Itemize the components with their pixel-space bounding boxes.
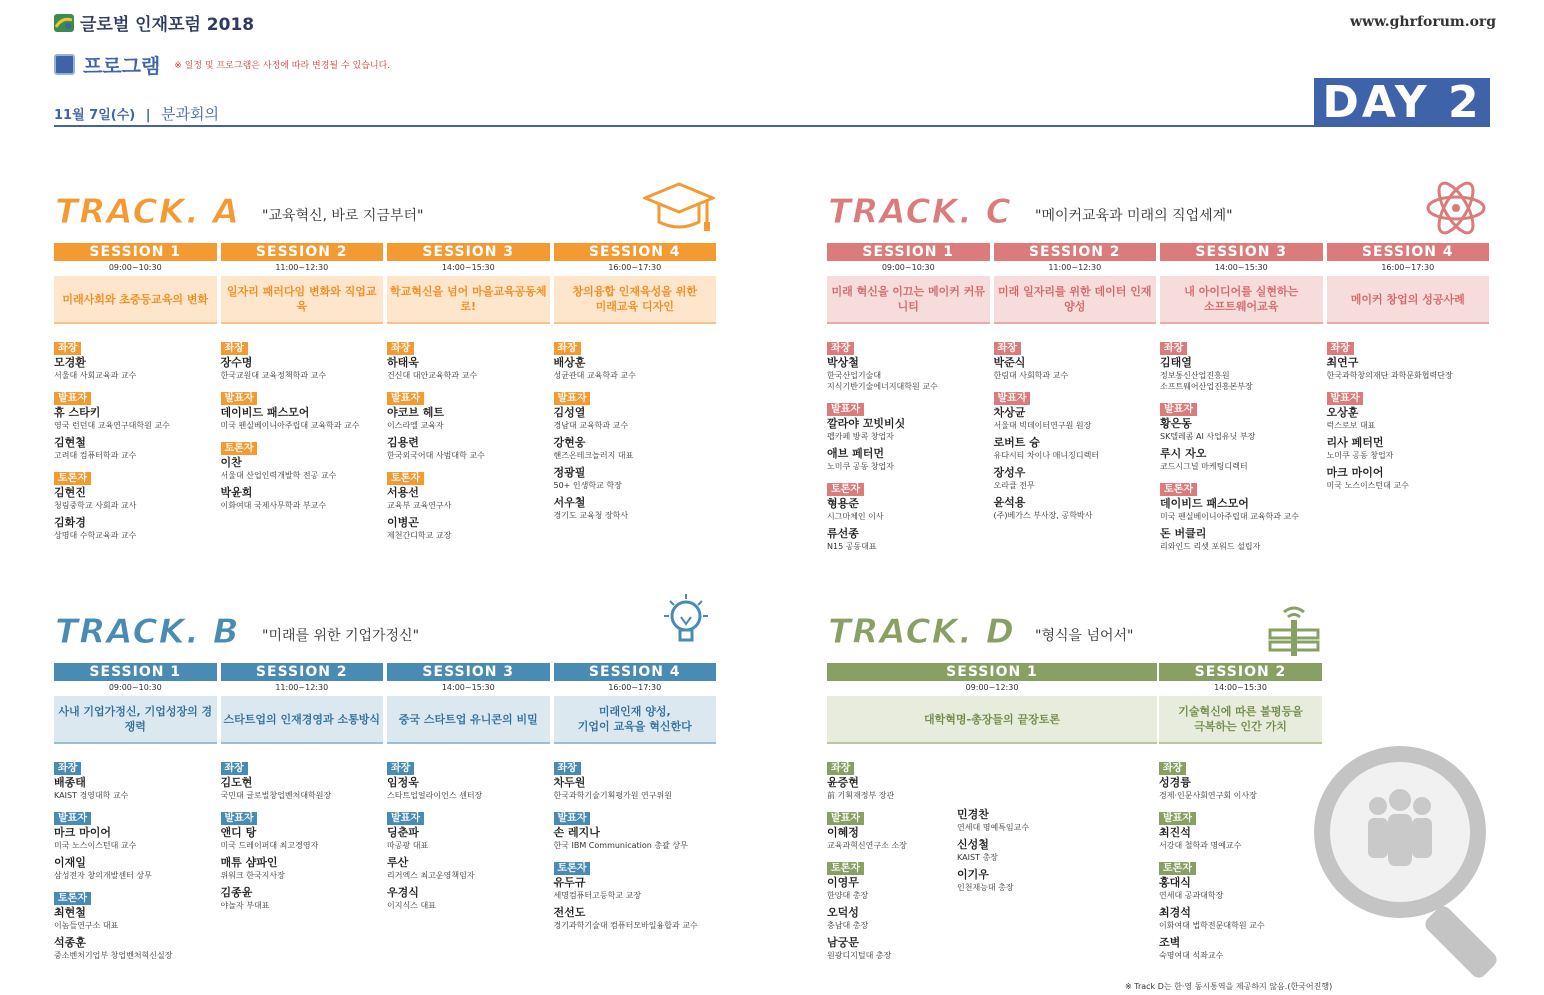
person-name: 김태열 xyxy=(1160,356,1192,369)
person-name: 마크 마이어 xyxy=(1326,466,1384,479)
program-title: 프로그램 xyxy=(83,54,161,78)
person-affiliation: 충남대 총장 xyxy=(827,921,869,930)
person-name: 김종윤 xyxy=(220,886,253,899)
person-affiliation: 미국 펜실베이니아주립대 교육학과 교수 xyxy=(220,421,360,430)
session-label: SESSION 1 xyxy=(827,243,990,261)
person-name: 서우철 xyxy=(553,496,586,509)
person-name: 김화경 xyxy=(54,516,86,529)
session-time: 09:00~12:30 xyxy=(965,683,1019,692)
session-label: SESSION 4 xyxy=(554,243,717,261)
session-topic: 기술혁신에 따른 불평등을 극복하는 인간 가치 xyxy=(1159,696,1322,744)
role-badge: 발표자 xyxy=(1159,812,1196,825)
session-people xyxy=(54,744,217,961)
session-topic: 중국 스타트업 유니콘의 비밀 xyxy=(387,696,550,744)
role-badge: 토론자 xyxy=(554,862,591,875)
person-affiliation: 리거엑스 최고운영책임자 xyxy=(387,871,475,880)
person-affiliation: 성균관대 교육학과 교수 xyxy=(553,371,636,380)
person-affiliation: 삼성전자 창의개발센터 상무 xyxy=(54,871,152,880)
person-name: 배종태 xyxy=(54,776,86,789)
person-name: 이병곤 xyxy=(387,516,419,529)
session-topic: 메이커 창업의 성공사례 xyxy=(1327,276,1490,324)
role-badge: 좌장 xyxy=(994,342,1021,355)
session-topic: 사내 기업가정신, 기업성장의 경쟁력 xyxy=(54,696,217,744)
person-affiliation: 코드시그널 마케팅디렉터 xyxy=(1160,462,1248,471)
person-affiliation: 리와인드 리셋 포워드 설립자 xyxy=(1160,542,1261,551)
session-label: SESSION 1 xyxy=(827,663,1157,681)
session-topic: 일자리 패러다임 변화와 직업교육 xyxy=(221,276,384,324)
session-topic: 미래 혁신을 이끄는 메이커 커뮤니티 xyxy=(827,276,990,324)
person-affiliation: 미국 노스이스턴대 교수 xyxy=(54,841,137,850)
forum-logo xyxy=(54,10,254,35)
person-affiliation: 인천재능대 총장 xyxy=(957,883,1014,892)
session-time: 11:00~12:30 xyxy=(275,683,329,692)
person-name: 박상철 xyxy=(827,356,859,369)
role-badge: 발표자 xyxy=(221,812,258,825)
person-name: 돈 버클리 xyxy=(1160,527,1207,540)
person-affiliation: 건신대 대안교육학과 교수 xyxy=(387,371,478,380)
person-affiliation: 이놈들연구소 대표 xyxy=(54,921,119,930)
person-name: 마크 마이어 xyxy=(54,826,111,839)
site-url[interactable]: www.ghrforum.org xyxy=(1350,14,1497,30)
session-time: 09:00~10:30 xyxy=(108,263,162,272)
track-c-sessions xyxy=(827,243,1489,557)
track-d-session-2 xyxy=(1159,663,1322,966)
person-name: 매튜 샴파인 xyxy=(220,856,278,869)
session-topic: 대학혁명-총장들의 끝장토론 xyxy=(827,696,1157,744)
date-subtitle: 분과회의 xyxy=(161,105,220,123)
role-badge: 발표자 xyxy=(827,403,864,416)
session-time: 16:00~17:30 xyxy=(608,263,662,272)
session-label: SESSION 1 xyxy=(54,663,217,681)
session-time: 09:00~10:30 xyxy=(881,263,935,272)
role-badge: 발표자 xyxy=(54,812,91,825)
person-affiliation: 한국산업기술대 지식기반기술에너지대학원 교수 xyxy=(827,371,938,391)
track-a-sessions xyxy=(54,243,716,546)
person-affiliation: 고려대 컴퓨터학과 교수 xyxy=(54,451,137,460)
lightbulb-icon xyxy=(650,592,722,652)
track-d-title: TRACK. D xyxy=(828,612,1015,652)
person-name: 이재일 xyxy=(54,856,86,869)
session-label: SESSION 4 xyxy=(1327,243,1490,261)
person-name: 데이비드 패스모어 xyxy=(1160,497,1249,510)
session-label: SESSION 4 xyxy=(554,663,717,681)
session-label: SESSION 2 xyxy=(221,663,384,681)
session-column xyxy=(221,243,384,546)
person-affiliation: 연세대 명예특임교수 xyxy=(957,823,1030,832)
person-name: 이기우 xyxy=(957,868,989,881)
session-column xyxy=(554,663,717,966)
person-affiliation: 시그마체인 이사 xyxy=(827,512,884,521)
session-column xyxy=(554,243,717,546)
person-affiliation: 이지식스 대표 xyxy=(387,901,436,910)
session-time: 09:00~10:30 xyxy=(108,683,162,692)
session-people xyxy=(827,324,990,552)
person-name: 차상균 xyxy=(993,406,1026,419)
session-topic: 미래인재 양성, 기업이 교육을 혁신한다 xyxy=(554,696,717,744)
role-badge: 발표자 xyxy=(554,392,591,405)
globe-logo-icon xyxy=(54,14,74,32)
date-separator: | xyxy=(145,108,151,123)
person-name: 루시 자오 xyxy=(1160,447,1207,460)
person-name: 민경찬 xyxy=(957,808,989,821)
track-d-s1-left-people xyxy=(827,744,957,966)
person-name: 형용준 xyxy=(827,497,859,510)
person-affiliation: KAIST 경영대학 교수 xyxy=(54,791,129,800)
person-affiliation: 유다시티 차이나 매니징디렉터 xyxy=(993,451,1100,460)
person-affiliation: 펩카페 방콕 창업자 xyxy=(827,432,894,441)
role-badge: 토론자 xyxy=(387,472,424,485)
session-label: SESSION 3 xyxy=(1160,243,1323,261)
session-people xyxy=(994,324,1157,521)
track-b-tagline: "미래를 위한 기업가정신" xyxy=(262,628,420,644)
graduation-cap-icon xyxy=(643,178,715,238)
person-name: 모경환 xyxy=(54,356,86,369)
person-affiliation: 제천간디학교 교장 xyxy=(387,531,452,540)
person-affiliation: 서울대 빅데이터연구원 원장 xyxy=(993,421,1092,430)
person-name: 애브 페터먼 xyxy=(827,447,884,460)
session-column xyxy=(1327,243,1490,557)
program-square-icon xyxy=(54,54,75,75)
person-name: 장성우 xyxy=(993,466,1026,479)
role-badge: 좌장 xyxy=(827,342,854,355)
person-name: 김도현 xyxy=(220,776,253,789)
session-label: SESSION 3 xyxy=(387,663,550,681)
session-topic: 미래사회와 초중등교육의 변화 xyxy=(54,276,217,324)
session-time: 14:00~15:30 xyxy=(441,683,495,692)
person-name: 이영무 xyxy=(827,876,859,889)
track-a-title: TRACK. A xyxy=(55,192,241,232)
person-affiliation: 오라클 전무 xyxy=(993,481,1035,490)
person-name: 유두규 xyxy=(553,876,586,889)
session-topic: 내 아이디어를 실현하는 소프트웨어교육 xyxy=(1160,276,1323,324)
person-affiliation: 노미쿠 공동 창업자 xyxy=(827,462,894,471)
track-b-title: TRACK. B xyxy=(55,612,240,652)
person-affiliation: 한국외국어대 사범대학 교수 xyxy=(387,451,485,460)
session-people xyxy=(1327,324,1490,491)
person-affiliation: 국민대 글로벌창업벤처대학원장 xyxy=(220,791,332,800)
role-badge: 토론자 xyxy=(54,472,91,485)
program-heading xyxy=(54,50,390,79)
person-name: 이찬 xyxy=(220,456,242,469)
track-d-session-1 xyxy=(827,663,1157,966)
role-badge: 좌장 xyxy=(221,342,248,355)
person-name: 정광필 xyxy=(553,466,586,479)
session-column xyxy=(994,243,1157,557)
track-d-s2-people xyxy=(1159,744,1322,961)
person-affiliation: KAIST 총장 xyxy=(957,853,998,862)
role-badge: 좌장 xyxy=(1327,342,1354,355)
person-name: 리사 페터먼 xyxy=(1326,436,1384,449)
person-name: 배상훈 xyxy=(553,356,586,369)
person-affiliation: 세명컴퓨터고등학교 교장 xyxy=(553,891,642,900)
session-people xyxy=(54,324,217,541)
person-name: 야코브 헤트 xyxy=(387,406,444,419)
person-name: 장수명 xyxy=(220,356,253,369)
role-badge: 발표자 xyxy=(994,392,1031,405)
role-badge: 좌장 xyxy=(54,342,81,355)
role-badge: 발표자 xyxy=(221,392,258,405)
person-affiliation: 前 기획재정부 장관 xyxy=(827,791,895,800)
session-topic: 미래 일자리를 위한 데이터 인재 양성 xyxy=(994,276,1157,324)
person-name: 하태욱 xyxy=(387,356,419,369)
session-people xyxy=(1160,324,1323,552)
session-people xyxy=(387,324,550,541)
person-name: 최진석 xyxy=(1159,826,1191,839)
person-affiliation: 경기과학기술대 컴퓨터모바일융합과 교수 xyxy=(553,921,698,930)
role-badge: 토론자 xyxy=(1160,483,1197,496)
role-badge: 토론자 xyxy=(221,442,258,455)
role-badge: 발표자 xyxy=(1160,403,1197,416)
session-people xyxy=(554,744,717,931)
role-badge: 발표자 xyxy=(1327,392,1364,405)
person-affiliation: SK텔레콤 AI 사업유닛 부장 xyxy=(1160,432,1256,441)
role-badge: 발표자 xyxy=(554,812,591,825)
person-name: 박준식 xyxy=(993,356,1026,369)
person-affiliation: 야놀자 부대표 xyxy=(220,901,270,910)
role-badge: 발표자 xyxy=(827,812,864,825)
role-badge: 좌장 xyxy=(1159,762,1186,775)
person-name: 깔라야 꼬빗비싯 xyxy=(827,417,906,430)
person-name: 오덕성 xyxy=(827,906,859,919)
session-column xyxy=(827,243,990,557)
person-affiliation: 한국교원대 교육정책학과 교수 xyxy=(220,371,327,380)
person-affiliation: 노미쿠 공동 창업자 xyxy=(1326,451,1394,460)
session-column xyxy=(54,663,217,966)
session-topic: 학교혁신을 넘어 마을교육공동체로! xyxy=(387,276,550,324)
person-name: 김현진 xyxy=(54,486,86,499)
person-affiliation: 50+ 인생학교 학장 xyxy=(553,481,622,490)
person-name: 성경륭 xyxy=(1159,776,1191,789)
person-affiliation: 한양대 총장 xyxy=(827,891,869,900)
role-badge: 좌장 xyxy=(221,762,248,775)
person-name: 신성철 xyxy=(957,838,989,851)
role-badge: 좌장 xyxy=(1160,342,1187,355)
role-badge: 토론자 xyxy=(827,862,864,875)
person-affiliation: (주)베가스 부사장, 공학박사 xyxy=(993,511,1093,520)
person-affiliation: 한국 IBM Communication 총괄 상무 xyxy=(553,841,688,850)
person-name: 김용련 xyxy=(387,436,419,449)
role-badge: 발표자 xyxy=(387,812,424,825)
person-name: 남궁문 xyxy=(827,936,859,949)
track-a-tagline: "교육혁신, 바로 지금부터" xyxy=(262,208,424,224)
person-name: 류선종 xyxy=(827,527,859,540)
session-column xyxy=(54,243,217,546)
role-badge: 토론자 xyxy=(827,483,864,496)
role-badge: 좌장 xyxy=(387,342,414,355)
person-affiliation: 서강대 철학과 명예교수 xyxy=(1159,841,1242,850)
person-affiliation: 경제·인문사회연구회 이사장 xyxy=(1159,791,1257,800)
track-d-note: ※ Track D는 한·영 동시통역을 제공하지 않음.(한국어진행) xyxy=(1125,982,1333,991)
track-c-tagline: "메이커교육과 미래의 직업세계" xyxy=(1035,208,1233,224)
person-name: 박윤희 xyxy=(220,486,253,499)
session-label: SESSION 2 xyxy=(221,243,384,261)
track-d-s1-right-people xyxy=(957,744,1137,966)
person-name: 전선도 xyxy=(553,906,586,919)
person-affiliation: 스타트업얼라이언스 센터장 xyxy=(387,791,483,800)
session-topic: 창의융합 인재육성을 위한 미래교육 디자인 xyxy=(554,276,717,324)
person-affiliation: 이화여대 법학전문대학원 교수 xyxy=(1159,921,1265,930)
person-name: 오상훈 xyxy=(1326,406,1359,419)
session-people xyxy=(221,744,384,911)
person-name: 차두원 xyxy=(553,776,586,789)
person-name: 김성열 xyxy=(553,406,586,419)
program-note: ※ 일정 및 프로그램은 사정에 따라 변경될 수 있습니다. xyxy=(174,61,391,71)
logo-text: 글로벌 인재포럼 2018 xyxy=(80,15,255,35)
session-time: 14:00~15:30 xyxy=(1214,263,1268,272)
person-affiliation: 서울대 사회교육과 교수 xyxy=(54,371,137,380)
session-people xyxy=(387,744,550,911)
person-affiliation: 중소벤처기업부 창업벤처혁신실장 xyxy=(54,951,173,960)
person-name: 임정욱 xyxy=(387,776,419,789)
person-name: 손 레지나 xyxy=(553,826,600,839)
person-name: 조벽 xyxy=(1159,936,1181,949)
date-text: 11월 7일(수) xyxy=(54,108,136,123)
session-column xyxy=(387,663,550,966)
magnifier-people-icon xyxy=(1300,740,1540,995)
day-badge: DAY 2 xyxy=(1314,78,1490,127)
session-time: 11:00~12:30 xyxy=(275,263,329,272)
person-affiliation: 한림대 사회학과 교수 xyxy=(993,371,1069,380)
person-affiliation: 핸즈온테크놀러지 대표 xyxy=(553,451,634,460)
person-affiliation: 서울대 산업인력개발학 전공 교수 xyxy=(220,471,337,480)
person-affiliation: 이화여대 국제사무학과 부교수 xyxy=(220,501,327,510)
session-time: 14:00~15:30 xyxy=(1214,683,1267,692)
person-name: 윤증현 xyxy=(827,776,859,789)
person-affiliation: 상명대 수학교육과 교수 xyxy=(54,531,137,540)
role-badge: 좌장 xyxy=(554,342,581,355)
person-affiliation: N15 공동대표 xyxy=(827,542,877,551)
session-people xyxy=(554,324,717,521)
session-topic: 스타트업의 인재경영과 소통방식 xyxy=(221,696,384,744)
person-affiliation: 경남대 교육학과 교수 xyxy=(553,421,629,430)
person-affiliation: 따공팡 대표 xyxy=(387,841,429,850)
signpost-icon xyxy=(1258,600,1330,660)
person-name: 홍대식 xyxy=(1159,876,1191,889)
person-name: 석종훈 xyxy=(54,936,86,949)
person-affiliation: 연세대 공과대학장 xyxy=(1159,891,1224,900)
session-time: 16:00~17:30 xyxy=(608,683,662,692)
person-name: 앤디 탕 xyxy=(220,826,257,839)
person-name: 최연구 xyxy=(1326,356,1359,369)
session-label: SESSION 2 xyxy=(994,243,1157,261)
person-affiliation: 교육부 교육연구사 xyxy=(387,501,452,510)
person-affiliation: 럭스로보 대표 xyxy=(1326,421,1376,430)
person-name: 최현철 xyxy=(54,906,86,919)
role-badge: 발표자 xyxy=(54,392,91,405)
role-badge: 토론자 xyxy=(1159,862,1196,875)
session-label: SESSION 2 xyxy=(1159,663,1322,681)
person-affiliation: 미국 드레이퍼대 최고경영자 xyxy=(220,841,319,850)
person-name: 휴 스타키 xyxy=(54,406,101,419)
person-name: 황은동 xyxy=(1160,417,1192,430)
role-badge: 좌장 xyxy=(54,762,81,775)
person-name: 윤석용 xyxy=(993,496,1026,509)
person-affiliation: 미국 펜실베이니아주립대 교육학과 교수 xyxy=(1160,512,1300,521)
person-affiliation: 위워크 한국지사장 xyxy=(220,871,285,880)
person-name: 서용선 xyxy=(387,486,419,499)
person-affiliation: 미국 노스이스턴대 교수 xyxy=(1326,481,1409,490)
person-affiliation: 경기도 교육청 장학사 xyxy=(553,511,629,520)
role-badge: 좌장 xyxy=(827,762,854,775)
person-name: 로버트 슝 xyxy=(993,436,1040,449)
session-column xyxy=(1160,243,1323,557)
role-badge: 토론자 xyxy=(54,892,91,905)
session-column xyxy=(387,243,550,546)
track-c-title: TRACK. C xyxy=(828,192,1012,232)
person-affiliation: 청림중학교 사회과 교사 xyxy=(54,501,137,510)
session-column xyxy=(221,663,384,966)
person-name: 딩춘파 xyxy=(387,826,419,839)
role-badge: 좌장 xyxy=(387,762,414,775)
person-affiliation: 교육과혁신연구소 소장 xyxy=(827,841,907,850)
person-affiliation: 숙명여대 석좌교수 xyxy=(1159,951,1224,960)
track-b-sessions xyxy=(54,663,716,966)
person-affiliation: 영국 런던대 교육연구대학원 교수 xyxy=(54,421,170,430)
session-time: 16:00~17:30 xyxy=(1381,263,1435,272)
person-affiliation: 한국과학창의재단 과학문화협력단장 xyxy=(1326,371,1453,380)
role-badge: 좌장 xyxy=(554,762,581,775)
track-d-tagline: "형식을 넘어서" xyxy=(1035,628,1134,644)
person-affiliation: 이스라엘 교육자 xyxy=(387,421,444,430)
atom-icon xyxy=(1420,178,1492,238)
session-label: SESSION 1 xyxy=(54,243,217,261)
person-name: 최경석 xyxy=(1159,906,1191,919)
person-name: 데이비드 패스모어 xyxy=(220,406,310,419)
person-affiliation: 한국과학기술기획평가원 연구위원 xyxy=(553,791,672,800)
person-affiliation: 정보통신산업진흥원 소프트웨어산업진흥본부장 xyxy=(1160,371,1253,391)
person-name: 루산 xyxy=(387,856,409,869)
session-time: 11:00~12:30 xyxy=(1048,263,1102,272)
person-name: 이혜정 xyxy=(827,826,859,839)
session-time: 14:00~15:30 xyxy=(441,263,495,272)
session-people xyxy=(221,324,384,511)
person-name: 김현철 xyxy=(54,436,86,449)
session-label: SESSION 3 xyxy=(387,243,550,261)
person-name: 강현웅 xyxy=(553,436,586,449)
header-divider xyxy=(54,125,1490,127)
person-name: 우경식 xyxy=(387,886,419,899)
person-affiliation: 원광디지털대 총장 xyxy=(827,951,892,960)
role-badge: 발표자 xyxy=(387,392,424,405)
date-line xyxy=(54,103,219,124)
